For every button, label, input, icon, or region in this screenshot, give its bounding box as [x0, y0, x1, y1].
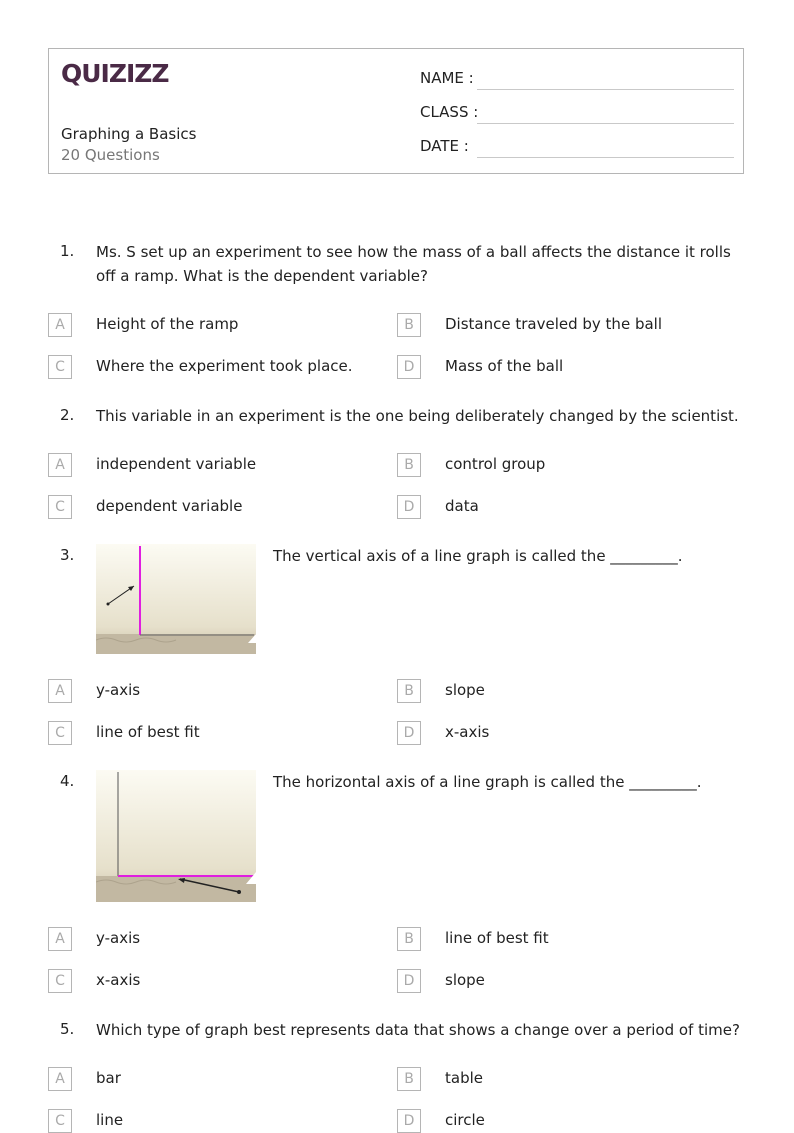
option-text: slope — [445, 971, 485, 989]
name-label: NAME : — [420, 69, 474, 87]
worksheet-header — [48, 48, 744, 174]
question-text: The horizontal axis of a line graph is called the _________. — [273, 773, 702, 791]
option-letter: D — [397, 969, 421, 993]
option-a[interactable] — [48, 313, 378, 337]
option-text: y-axis — [96, 681, 141, 699]
option-letter: A — [48, 927, 72, 951]
question-text: The vertical axis of a line graph is called the _________. — [273, 547, 683, 565]
quizizz-logo: QUIZIZZ — [61, 59, 169, 88]
option-text: y-axis — [96, 929, 141, 947]
option-letter: D — [397, 495, 421, 519]
class-field[interactable] — [420, 101, 734, 125]
question-number: 4. — [60, 772, 75, 790]
vertical-axis-graph-image — [96, 544, 256, 654]
option-d[interactable] — [397, 1109, 727, 1133]
question-number: 2. — [60, 406, 75, 424]
option-c[interactable] — [48, 721, 378, 745]
option-letter: B — [397, 1067, 421, 1091]
option-a[interactable] — [48, 1067, 378, 1091]
option-letter: D — [397, 355, 421, 379]
option-c[interactable] — [48, 969, 378, 993]
class-label: CLASS : — [420, 103, 479, 121]
class-line[interactable] — [477, 123, 734, 124]
option-text: bar — [96, 1069, 121, 1087]
option-text: line of best fit — [445, 929, 549, 947]
question-text: Ms. S set up an experiment to see how the mass of a ball affects the distance it rolls off a ramp. What is the dependent variable? — [96, 243, 731, 285]
name-line[interactable] — [477, 89, 734, 90]
option-letter: A — [48, 313, 72, 337]
question-number: 5. — [60, 1020, 75, 1038]
option-c[interactable] — [48, 355, 378, 379]
option-text: Where the experiment took place. — [96, 357, 353, 375]
option-text: data — [445, 497, 479, 515]
option-letter: A — [48, 679, 72, 703]
option-text: dependent variable — [96, 497, 243, 515]
option-letter: C — [48, 355, 72, 379]
worksheet-title: Graphing a Basics — [61, 125, 197, 143]
option-text: line — [96, 1111, 124, 1129]
option-d[interactable] — [397, 355, 727, 379]
question-count: 20 Questions — [61, 146, 160, 164]
question-text: Which type of graph best represents data that shows a change over a period of time? — [96, 1021, 740, 1039]
date-line[interactable] — [477, 157, 734, 158]
option-text: table — [445, 1069, 483, 1087]
question-number: 1. — [60, 242, 75, 260]
option-letter: A — [48, 453, 72, 477]
option-letter: C — [48, 969, 72, 993]
date-label: DATE : — [420, 137, 469, 155]
option-d[interactable] — [397, 721, 727, 745]
option-text: x-axis — [445, 723, 490, 741]
option-letter: B — [397, 453, 421, 477]
option-text: Distance traveled by the ball — [445, 315, 662, 333]
option-letter: C — [48, 495, 72, 519]
option-text: slope — [445, 681, 485, 699]
option-b[interactable] — [397, 453, 727, 477]
date-field[interactable] — [420, 135, 734, 159]
name-field[interactable] — [420, 67, 734, 91]
question-text: This variable in an experiment is the one being deliberately changed by the scientist. — [96, 407, 739, 425]
option-text: x-axis — [96, 971, 141, 989]
option-c[interactable] — [48, 495, 378, 519]
option-letter: D — [397, 721, 421, 745]
option-text: Height of the ramp — [96, 315, 239, 333]
option-text: control group — [445, 455, 546, 473]
option-letter: B — [397, 679, 421, 703]
option-letter: D — [397, 1109, 421, 1133]
option-letter: C — [48, 1109, 72, 1133]
option-text: Mass of the ball — [445, 357, 564, 375]
option-b[interactable] — [397, 1067, 727, 1091]
question-number: 3. — [60, 546, 75, 564]
option-letter: A — [48, 1067, 72, 1091]
option-text: line of best fit — [96, 723, 200, 741]
option-d[interactable] — [397, 969, 727, 993]
horizontal-axis-graph-image — [96, 770, 256, 902]
option-a[interactable] — [48, 679, 378, 703]
option-letter: C — [48, 721, 72, 745]
option-b[interactable] — [397, 313, 727, 337]
option-a[interactable] — [48, 453, 378, 477]
option-text: circle — [445, 1111, 485, 1129]
option-b[interactable] — [397, 679, 727, 703]
option-a[interactable] — [48, 927, 378, 951]
option-d[interactable] — [397, 495, 727, 519]
option-text: independent variable — [96, 455, 257, 473]
option-b[interactable] — [397, 927, 727, 951]
option-c[interactable] — [48, 1109, 378, 1133]
option-letter: B — [397, 313, 421, 337]
option-letter: B — [397, 927, 421, 951]
